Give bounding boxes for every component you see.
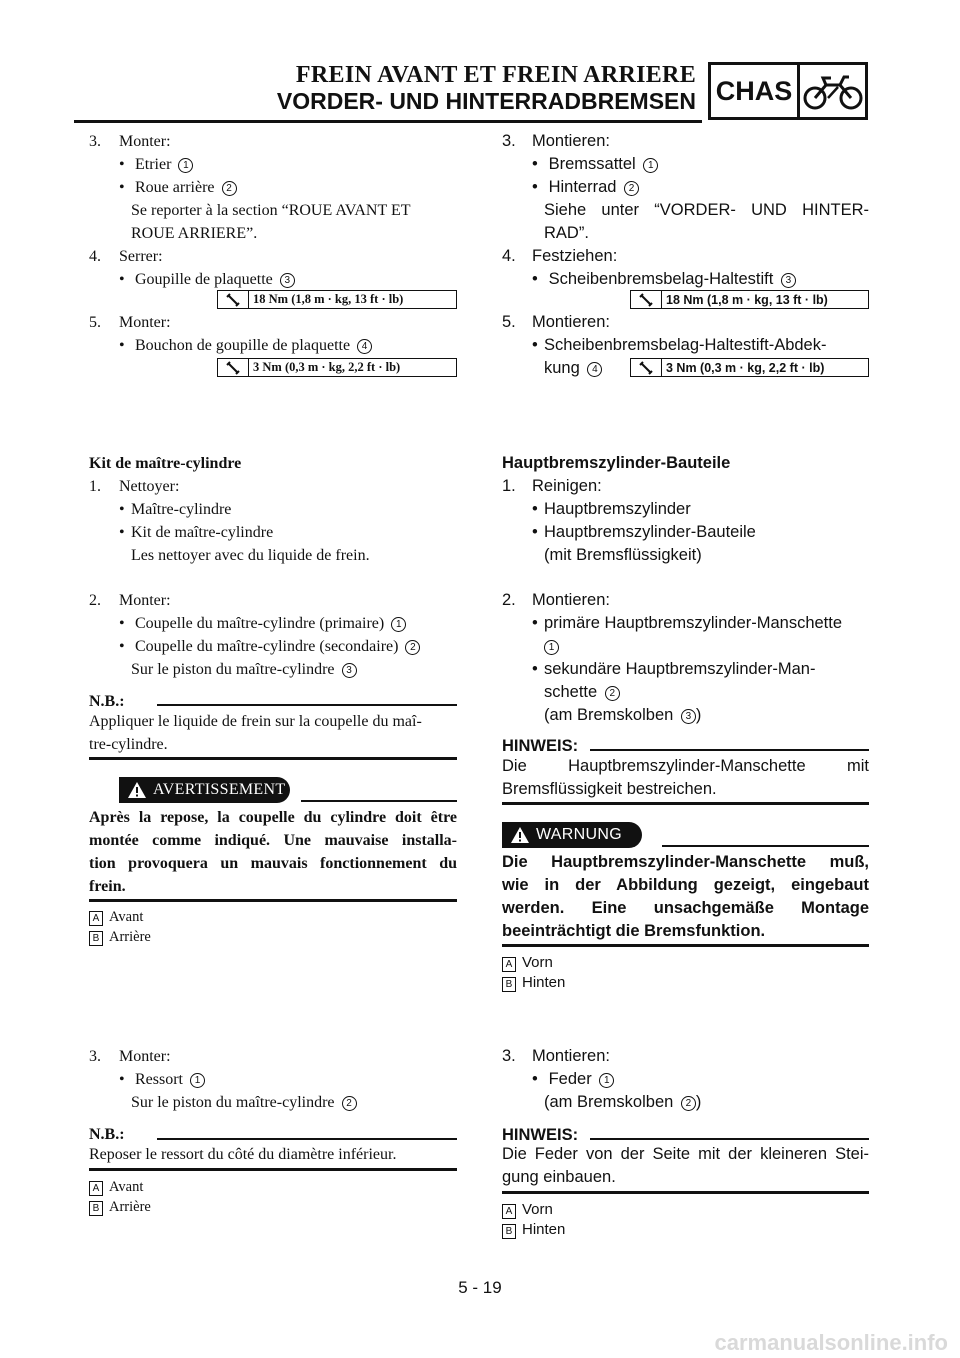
list-item: • Bremssattel 1 xyxy=(502,153,869,176)
step1-fr: 1. Nettoyer: xyxy=(89,478,180,495)
step4a-fr: 4. Serrer: xyxy=(89,248,163,265)
legend-item: A Avant xyxy=(89,1176,457,1199)
warning-icon xyxy=(510,826,530,844)
step3a-de: 3. Montieren: xyxy=(502,132,610,150)
instruction-text: (mit Bremsflüssigkeit) xyxy=(544,546,702,564)
instruction-text: Les nettoyer avec du liquide de frein. xyxy=(131,547,370,564)
list-item-continued: 1 xyxy=(502,635,869,658)
nb-label: N.B.: xyxy=(89,693,125,710)
section-code: CHAS xyxy=(711,65,800,117)
warning-text: frein. xyxy=(89,878,126,895)
warning-rule xyxy=(301,800,457,802)
column-fr xyxy=(89,0,457,1358)
list-item: • Hauptbremszylinder xyxy=(502,498,869,521)
torque-spec: 3 Nm (0,3 m · kg, 2,2 ft · lb) xyxy=(630,358,869,377)
list-item: • Bouchon de goupille de plaquette 4 xyxy=(89,334,457,357)
warning-text: Die Hauptbremszylinder-Manschette muß, xyxy=(502,853,869,871)
step3a-fr: 3. Monter: xyxy=(89,133,171,150)
list-item: • Hauptbremszylinder-Bauteile xyxy=(502,521,869,544)
legend-item: A Vorn xyxy=(502,951,869,974)
list-item: • Coupelle du maître-cylindre (secondaire) 2 xyxy=(89,635,457,658)
section-title-fr: Kit de maître-cylindre xyxy=(89,455,242,472)
list-item: • Feder 1 xyxy=(502,1068,869,1091)
hinweis-label: HINWEIS: xyxy=(502,1126,579,1144)
list-item-continued: kung 4 xyxy=(502,357,869,380)
column-de xyxy=(502,0,869,1358)
reference-text: ROUE ARRIERE”. xyxy=(131,225,258,242)
warning-text: Après la repose, la coupelle du cylindre doit être xyxy=(89,809,457,826)
list-item: • primäre Hauptbremszylinder-Manschette xyxy=(502,612,869,635)
warning-badge: WARNUNG xyxy=(502,822,642,848)
note-text: Die Feder von der Seite mit der kleineren Stei- xyxy=(502,1145,869,1163)
list-item: • Hinterrad 2 xyxy=(502,176,869,199)
step2-de: 2. Montieren: xyxy=(502,591,610,609)
list-item: • Etrier 1 xyxy=(89,153,457,176)
note-end-rule xyxy=(89,757,457,760)
note-text: Appliquer le liquide de frein sur la coupelle du maî- xyxy=(89,713,422,730)
warning-rule xyxy=(662,845,869,847)
warning-text: montée comme indiqué. Une mauvaise installa- xyxy=(89,832,457,849)
list-item: • Goupille de plaquette 3 xyxy=(89,268,457,291)
warning-end-rule xyxy=(502,944,869,947)
watermark: carmanualsonline.info xyxy=(714,1330,948,1355)
wrench-icon xyxy=(218,359,249,376)
nb-label: N.B.: xyxy=(89,1126,125,1143)
note-rule xyxy=(157,1138,457,1140)
page-number: 5 - 19 xyxy=(458,1278,502,1297)
reference-text: Siehe unter “VORDER- UND HINTER- xyxy=(544,201,869,219)
note-end-rule xyxy=(502,1191,869,1194)
reference-text: RAD”. xyxy=(544,224,589,242)
section-title-de: Hauptbremszylinder-Bauteile xyxy=(502,454,731,472)
list-item: • Maître-cylindre xyxy=(89,498,457,521)
header-title-de: VORDER- UND HINTERRADBREMSEN xyxy=(276,88,696,114)
wrench-icon xyxy=(631,291,662,308)
step5a-fr: 5. Monter: xyxy=(89,314,171,331)
warning-text: werden. Eine unsachgemäße Montage xyxy=(502,899,869,917)
note-text: Bremsflüssigkeit bestreichen. xyxy=(502,780,717,798)
legend-item: B Arrière xyxy=(89,1196,457,1219)
list-item: • Ressort 1 xyxy=(89,1068,457,1091)
step3b-de: 3. Montieren: xyxy=(502,1047,610,1065)
note-text: tre-cylindre. xyxy=(89,736,168,753)
warning-text: tion provoquera un mauvais fonctionnement du xyxy=(89,855,457,872)
legend-item: B Hinten xyxy=(502,971,869,994)
step4a-de: 4. Festziehen: xyxy=(502,247,618,265)
list-item: • sekundäre Hauptbremszylinder-Man- xyxy=(502,658,869,681)
list-item: • Roue arrière 2 xyxy=(89,176,457,199)
reference-text: Se reporter à la section “ROUE AVANT ET xyxy=(131,202,411,219)
instruction-text: (am Bremskolben 2 ) xyxy=(544,1093,702,1111)
wrench-icon xyxy=(218,291,249,308)
hinweis-label: HINWEIS: xyxy=(502,737,579,755)
warning-icon xyxy=(127,781,147,799)
instruction-text: Sur le piston du maître-cylindre 2 xyxy=(89,1091,457,1114)
warning-text: beeinträchtigt die Bremsfunktion. xyxy=(502,922,766,940)
warning-end-rule xyxy=(89,899,457,902)
torque-spec: 18 Nm (1,8 m · kg, 13 ft · lb) xyxy=(630,290,869,309)
step1-de: 1. Reinigen: xyxy=(502,477,602,495)
legend-item: B Hinten xyxy=(502,1218,869,1241)
wrench-icon xyxy=(631,359,662,376)
note-rule xyxy=(157,704,457,706)
legend-item: B Arrière xyxy=(89,926,457,949)
warning-text: wie in der Abbildung gezeigt, eingebaut xyxy=(502,876,869,894)
list-item: • Scheibenbremsbelag-Haltestift-Abdek- xyxy=(502,334,869,357)
note-text: gung einbauen. xyxy=(502,1168,616,1186)
note-end-rule xyxy=(502,802,869,805)
instruction-text: Sur le piston du maître-cylindre 3 xyxy=(89,658,457,681)
step5a-de: 5. Montieren: xyxy=(502,313,610,331)
note-end-rule xyxy=(89,1168,457,1171)
legend-item: A Vorn xyxy=(502,1198,869,1221)
note-text: Reposer le ressort du côté du diamètre inférieur. xyxy=(89,1146,397,1163)
step2-fr: 2. Monter: xyxy=(89,592,171,609)
list-item: • Coupelle du maître-cylindre (primaire) 1 xyxy=(89,612,457,635)
list-item-continued: schette 2 xyxy=(502,681,869,704)
note-text: Die Hauptbremszylinder-Manschette mit xyxy=(502,757,869,775)
torque-spec: 3 Nm (0,3 m · kg, 2,2 ft · lb) xyxy=(217,358,457,377)
note-rule xyxy=(590,749,869,751)
legend-item: A Avant xyxy=(89,906,457,929)
header-title-fr: FREIN AVANT ET FREIN ARRIERE xyxy=(295,62,696,88)
list-item: • Scheibenbremsbelag-Haltestift 3 xyxy=(502,268,869,291)
step3b-fr: 3. Monter: xyxy=(89,1048,171,1065)
note-rule xyxy=(590,1138,869,1140)
list-item: • Kit de maître-cylindre xyxy=(89,521,457,544)
torque-spec: 18 Nm (1,8 m · kg, 13 ft · lb) xyxy=(217,290,457,309)
warning-badge: AVERTISSEMENT xyxy=(119,777,290,803)
instruction-text: (am Bremskolben 3 ) xyxy=(544,706,702,724)
